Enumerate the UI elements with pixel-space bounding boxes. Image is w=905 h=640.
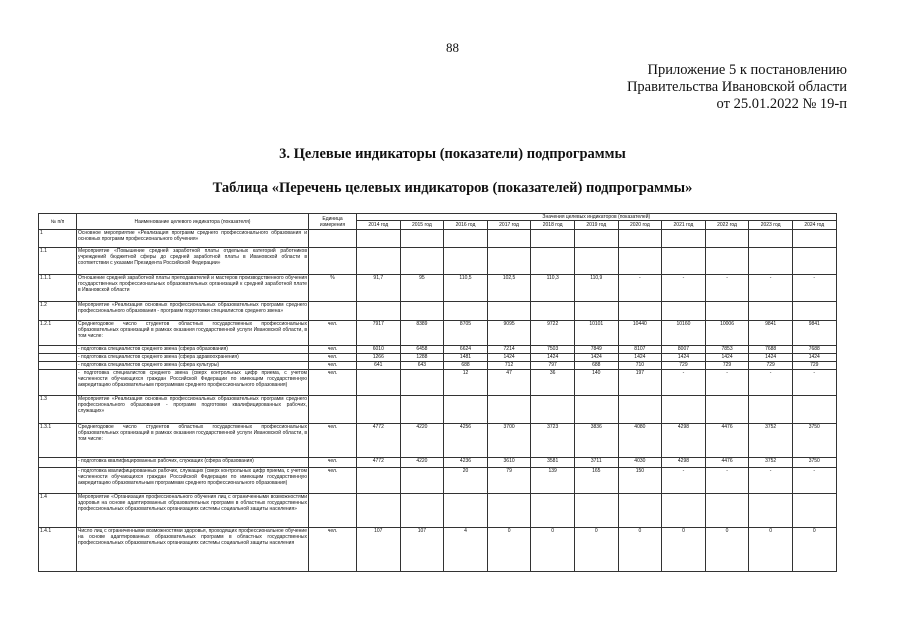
value-cell xyxy=(574,396,618,424)
table-row xyxy=(39,396,837,424)
value-cell: 3700 xyxy=(487,424,531,458)
header-year: 2021 год xyxy=(662,221,706,230)
unit-cell xyxy=(309,494,357,528)
value-cell xyxy=(749,396,793,424)
value-cell xyxy=(618,302,662,321)
value-cell: 729 xyxy=(792,362,836,370)
indicator-name: Отношение средней заработной платы преподавателей и мастеров производственного обучения государственных профессиональных образовательных организаций к средней заработной плате в Ивановской области xyxy=(77,275,309,302)
value-cell xyxy=(574,230,618,248)
value-cell xyxy=(357,248,401,275)
table-row xyxy=(39,321,837,346)
value-cell xyxy=(705,396,749,424)
value-cell xyxy=(444,302,488,321)
value-cell: 7688 xyxy=(749,346,793,354)
value-cell xyxy=(705,248,749,275)
value-cell xyxy=(357,370,401,396)
value-cell xyxy=(749,248,793,275)
value-cell: 6624 xyxy=(444,346,488,354)
value-cell: 165 xyxy=(574,468,618,494)
value-cell: 8705 xyxy=(444,321,488,346)
table-row xyxy=(39,346,837,354)
value-cell xyxy=(400,494,444,528)
value-cell: 79 xyxy=(487,468,531,494)
value-cell: 197 xyxy=(618,370,662,396)
value-cell: 3711 xyxy=(574,458,618,468)
value-cell: 4772 xyxy=(357,458,401,468)
value-cell xyxy=(749,302,793,321)
value-cell xyxy=(357,468,401,494)
value-cell: 9841 xyxy=(749,321,793,346)
table-row xyxy=(39,528,837,572)
appendix-line-3: от 25.01.2022 № 19-п xyxy=(716,96,847,112)
value-cell xyxy=(618,230,662,248)
value-cell: 729 xyxy=(749,362,793,370)
unit-cell: чел. xyxy=(309,354,357,362)
value-cell: 4030 xyxy=(618,458,662,468)
value-cell xyxy=(574,248,618,275)
value-cell: 688 xyxy=(574,362,618,370)
value-cell: - xyxy=(662,468,706,494)
indicator-name: Среднегодовое число студентов областных государственных профессиональных образовательных организаций в рамках оказания государственной услуги Ивановской области, в том числе: xyxy=(77,424,309,458)
value-cell xyxy=(662,302,706,321)
value-cell: 3723 xyxy=(531,424,575,458)
row-number xyxy=(39,354,77,362)
row-number: 1.4 xyxy=(39,494,77,528)
value-cell: - xyxy=(705,468,749,494)
value-cell: 95 xyxy=(400,275,444,302)
value-cell: 3750 xyxy=(792,424,836,458)
value-cell xyxy=(487,396,531,424)
value-cell: 7917 xyxy=(357,321,401,346)
value-cell: 710 xyxy=(618,362,662,370)
value-cell: 12 xyxy=(444,370,488,396)
value-cell: - xyxy=(792,468,836,494)
value-cell xyxy=(400,468,444,494)
value-cell: - xyxy=(705,370,749,396)
table-row xyxy=(39,424,837,458)
header-year: 2019 год xyxy=(574,221,618,230)
value-cell: 3581 xyxy=(531,458,575,468)
value-cell: 0 xyxy=(662,528,706,572)
value-cell: 1424 xyxy=(705,354,749,362)
unit-cell xyxy=(309,248,357,275)
value-cell: 1424 xyxy=(792,354,836,362)
value-cell: 6458 xyxy=(400,346,444,354)
unit-cell: чел. xyxy=(309,362,357,370)
unit-cell: чел. xyxy=(309,321,357,346)
value-cell: 3752 xyxy=(749,458,793,468)
value-cell xyxy=(444,248,488,275)
value-cell: 150 xyxy=(618,468,662,494)
value-cell xyxy=(792,494,836,528)
value-cell: 110,9 xyxy=(574,275,618,302)
appendix-line-1: Приложение 5 к постановлению xyxy=(647,62,847,78)
indicator-name: - подготовка квалифицированных рабочих, служащих (сфера образования) xyxy=(77,458,309,468)
value-cell xyxy=(705,494,749,528)
value-cell: 0 xyxy=(574,528,618,572)
value-cell xyxy=(444,396,488,424)
header-year: 2023 год xyxy=(749,221,793,230)
value-cell xyxy=(487,494,531,528)
value-cell xyxy=(662,248,706,275)
value-cell: 4298 xyxy=(662,424,706,458)
unit-cell: чел. xyxy=(309,424,357,458)
value-cell: 8389 xyxy=(400,321,444,346)
value-cell: 1424 xyxy=(662,354,706,362)
value-cell: 7214 xyxy=(487,346,531,354)
indicator-name: - подготовка квалифицированных рабочих, служащих (сверх контрольных цифр приема, с учетом численности обучающихся граждан Российской Федерации по имеющим государственную аккредитацию образовательным программам среднего профессионального образования) xyxy=(77,468,309,494)
indicator-name: - подготовка специалистов среднего звена (сфера здравоохранения) xyxy=(77,354,309,362)
value-cell: 3836 xyxy=(574,424,618,458)
row-number: 1.1.1 xyxy=(39,275,77,302)
value-cell xyxy=(400,396,444,424)
indicator-name: Основное мероприятие «Реализация программ среднего профессионального образования и основных программ профессионального обучения» xyxy=(77,230,309,248)
unit-cell: % xyxy=(309,275,357,302)
value-cell: 643 xyxy=(400,362,444,370)
value-cell xyxy=(662,396,706,424)
value-cell: 4298 xyxy=(662,458,706,468)
header-year: 2014 год xyxy=(357,221,401,230)
indicator-name: Среднегодовое число студентов областных государственных профессиональных образовательных организаций в рамках оказания государственной услуги Ивановской области, в том числе: xyxy=(77,321,309,346)
value-cell: 102,5 xyxy=(487,275,531,302)
value-cell: 3610 xyxy=(487,458,531,468)
row-number: 1.2 xyxy=(39,302,77,321)
indicator-name: Мероприятие «Реализация основных профессиональных образовательных программ среднего профессионального образования - программ подготовки квалифицированных рабочих, служащих» xyxy=(77,396,309,424)
value-cell xyxy=(400,302,444,321)
row-number: 1.4.1 xyxy=(39,528,77,572)
row-number xyxy=(39,346,77,354)
value-cell: 107 xyxy=(357,528,401,572)
table-row xyxy=(39,370,837,396)
value-cell: 0 xyxy=(487,528,531,572)
value-cell: 7849 xyxy=(574,346,618,354)
value-cell xyxy=(487,230,531,248)
table-row xyxy=(39,362,837,370)
value-cell: 140 xyxy=(574,370,618,396)
row-number: 1.3.1 xyxy=(39,424,77,458)
value-cell: - xyxy=(662,370,706,396)
value-cell: 1424 xyxy=(618,354,662,362)
header-name: Наименование целевого индикатора (показателя) xyxy=(77,214,309,230)
value-cell xyxy=(531,494,575,528)
value-cell: - xyxy=(792,275,836,302)
value-cell xyxy=(400,370,444,396)
value-cell: 4476 xyxy=(705,424,749,458)
value-cell xyxy=(792,302,836,321)
value-cell: - xyxy=(792,370,836,396)
value-cell: 0 xyxy=(792,528,836,572)
table-row xyxy=(39,230,837,248)
value-cell: 7853 xyxy=(705,346,749,354)
unit-cell: чел. xyxy=(309,370,357,396)
value-cell xyxy=(531,302,575,321)
value-cell xyxy=(792,230,836,248)
value-cell: 8107 xyxy=(618,346,662,354)
table-row xyxy=(39,458,837,468)
value-cell: 712 xyxy=(487,362,531,370)
value-cell: 10160 xyxy=(662,321,706,346)
value-cell: 1266 xyxy=(357,354,401,362)
header-year: 2020 год xyxy=(618,221,662,230)
value-cell: 1424 xyxy=(531,354,575,362)
value-cell: 4772 xyxy=(357,424,401,458)
value-cell: 20 xyxy=(444,468,488,494)
page-number: 88 xyxy=(446,40,459,55)
value-cell: 110,5 xyxy=(444,275,488,302)
unit-cell xyxy=(309,396,357,424)
value-cell xyxy=(618,494,662,528)
value-cell xyxy=(792,248,836,275)
value-cell: 1288 xyxy=(400,354,444,362)
row-number xyxy=(39,468,77,494)
value-cell xyxy=(531,396,575,424)
value-cell xyxy=(662,494,706,528)
table-row xyxy=(39,354,837,362)
value-cell xyxy=(487,248,531,275)
value-cell: 9095 xyxy=(487,321,531,346)
value-cell xyxy=(618,396,662,424)
value-cell xyxy=(357,230,401,248)
value-cell: - xyxy=(618,275,662,302)
value-cell: 1481 xyxy=(444,354,488,362)
unit-cell xyxy=(309,230,357,248)
value-cell: 10006 xyxy=(705,321,749,346)
value-cell: 47 xyxy=(487,370,531,396)
table-row xyxy=(39,468,837,494)
header-values-group: Значения целевых индикаторов (показателей) xyxy=(357,214,837,221)
row-number xyxy=(39,362,77,370)
value-cell: 688 xyxy=(444,362,488,370)
header-year: 2024 год xyxy=(792,221,836,230)
value-cell xyxy=(531,230,575,248)
value-cell: 4256 xyxy=(444,424,488,458)
value-cell xyxy=(662,230,706,248)
value-cell: - xyxy=(749,468,793,494)
unit-cell: чел. xyxy=(309,346,357,354)
row-number: 1 xyxy=(39,230,77,248)
indicator-name: Мероприятие «Реализация основных профессиональных образовательных программ среднего профессионального образования - программ подготовки специалистов среднего звена» xyxy=(77,302,309,321)
indicator-name: Мероприятие «Повышение средней заработной платы отдельных категорий работников учреждений бюджетной сферы до средней заработной платы в Ивановской области в соответствии с указами Президента Российской Федерации» xyxy=(77,248,309,275)
value-cell: 797 xyxy=(531,362,575,370)
value-cell: 4220 xyxy=(400,458,444,468)
value-cell: 0 xyxy=(531,528,575,572)
header-year: 2016 год xyxy=(444,221,488,230)
value-cell: 139 xyxy=(531,468,575,494)
value-cell xyxy=(400,230,444,248)
table-row xyxy=(39,275,837,302)
value-cell xyxy=(357,396,401,424)
value-cell xyxy=(357,302,401,321)
value-cell: 9841 xyxy=(792,321,836,346)
value-cell xyxy=(444,230,488,248)
table-row xyxy=(39,302,837,321)
value-cell: - xyxy=(749,275,793,302)
table-body xyxy=(39,230,837,572)
value-cell xyxy=(400,248,444,275)
row-number xyxy=(39,370,77,396)
row-number: 1.1 xyxy=(39,248,77,275)
indicators-table xyxy=(38,213,837,572)
value-cell: 4080 xyxy=(618,424,662,458)
value-cell xyxy=(444,494,488,528)
value-cell: 729 xyxy=(705,362,749,370)
value-cell: 4 xyxy=(444,528,488,572)
value-cell: 107 xyxy=(400,528,444,572)
value-cell: 7503 xyxy=(531,346,575,354)
value-cell: 1424 xyxy=(487,354,531,362)
header-num: № п/п xyxy=(39,214,77,230)
value-cell: 4476 xyxy=(705,458,749,468)
value-cell: 1424 xyxy=(749,354,793,362)
row-number: 1.3 xyxy=(39,396,77,424)
value-cell: 8007 xyxy=(662,346,706,354)
row-number: 1.2.1 xyxy=(39,321,77,346)
header-year: 2017 год xyxy=(487,221,531,230)
value-cell: 3750 xyxy=(792,458,836,468)
header-year: 2018 год xyxy=(531,221,575,230)
value-cell xyxy=(792,396,836,424)
value-cell: 10101 xyxy=(574,321,618,346)
value-cell: 91,7 xyxy=(357,275,401,302)
value-cell: - xyxy=(705,275,749,302)
value-cell: - xyxy=(749,370,793,396)
value-cell: 36 xyxy=(531,370,575,396)
header-unit: Единица измерения xyxy=(309,214,357,230)
value-cell: 10440 xyxy=(618,321,662,346)
header-year: 2022 год xyxy=(705,221,749,230)
value-cell: 729 xyxy=(662,362,706,370)
value-cell xyxy=(749,230,793,248)
table-row xyxy=(39,248,837,275)
value-cell: 9722 xyxy=(531,321,575,346)
unit-cell: чел. xyxy=(309,528,357,572)
value-cell: - xyxy=(662,275,706,302)
value-cell xyxy=(749,494,793,528)
value-cell: 110,3 xyxy=(531,275,575,302)
indicator-name: Мероприятие «Организация профессионального обучения лиц с ограниченными возможностями здоровья на основе адаптированных образовательных программ в областных государственных профессиональных образовательных организациях системы социальной защиты населения» xyxy=(77,494,309,528)
appendix-block xyxy=(627,62,847,113)
unit-cell xyxy=(309,302,357,321)
value-cell: 0 xyxy=(705,528,749,572)
value-cell: 3752 xyxy=(749,424,793,458)
header-year: 2015 год xyxy=(400,221,444,230)
value-cell xyxy=(705,230,749,248)
section-title: 3. Целевые индикаторы (показатели) подпрограммы xyxy=(279,146,626,162)
value-cell xyxy=(357,494,401,528)
value-cell xyxy=(705,302,749,321)
value-cell xyxy=(531,248,575,275)
table-row xyxy=(39,494,837,528)
value-cell: 7688 xyxy=(792,346,836,354)
value-cell: 6010 xyxy=(357,346,401,354)
value-cell xyxy=(574,302,618,321)
table-title: Таблица «Перечень целевых индикаторов (показателей) подпрограммы» xyxy=(212,180,693,196)
value-cell: 4236 xyxy=(444,458,488,468)
row-number xyxy=(39,458,77,468)
value-cell xyxy=(574,494,618,528)
value-cell: 0 xyxy=(749,528,793,572)
indicator-name: - подготовка специалистов среднего звена (сфера культуры) xyxy=(77,362,309,370)
value-cell: 1424 xyxy=(574,354,618,362)
value-cell: 0 xyxy=(618,528,662,572)
appendix-line-2: Правительства Ивановской области xyxy=(626,79,847,95)
value-cell: 641 xyxy=(357,362,401,370)
value-cell xyxy=(487,302,531,321)
unit-cell: чел. xyxy=(309,458,357,468)
unit-cell: чел. xyxy=(309,468,357,494)
indicator-name: Число лиц с ограниченными возможностями здоровья, проходящих профессиональное обучение на основе адаптированных образовательных программ в областных государственных профессиональных образовательных организациях системы социальной защиты населения xyxy=(77,528,309,572)
indicator-name: - подготовка специалистов среднего звена (сфера образования) xyxy=(77,346,309,354)
value-cell xyxy=(618,248,662,275)
value-cell: 4220 xyxy=(400,424,444,458)
indicator-name: - подготовка специалистов среднего звена (сверх контрольных цифр приема, с учетом численности обучающихся граждан Российской Федерации по имеющим государственную аккредитацию образовательным программам среднего профессионального образования) xyxy=(77,370,309,396)
